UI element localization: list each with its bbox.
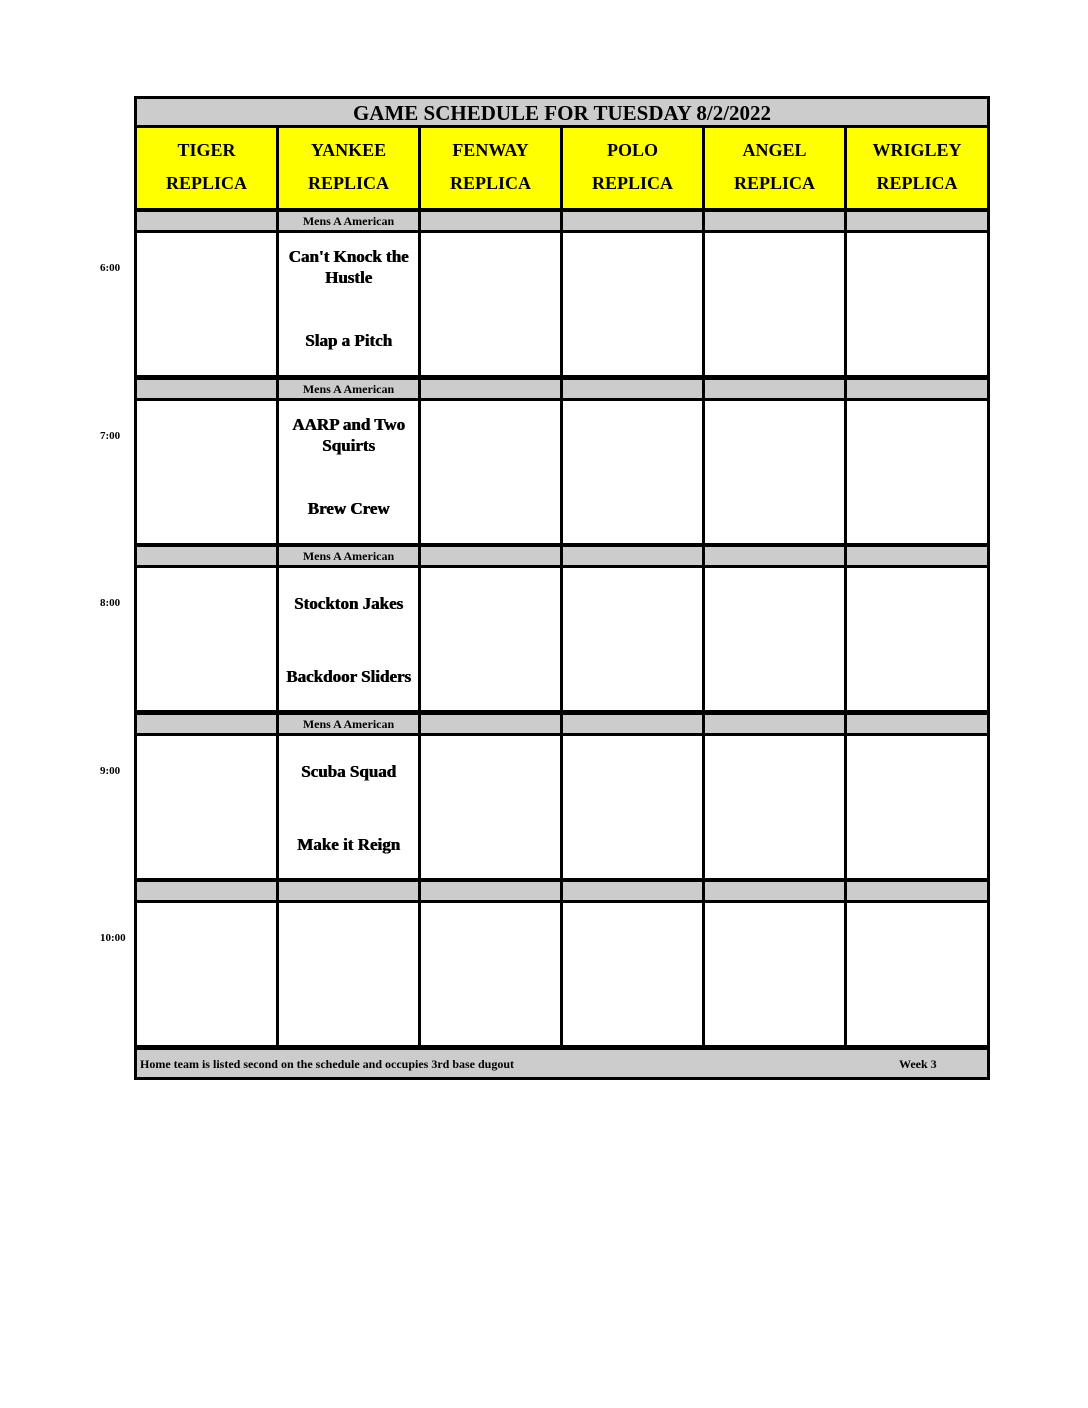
field-header-yankee [276, 125, 421, 211]
game-cell [702, 565, 847, 713]
game-cell [560, 398, 705, 546]
field-type: REPLICA [591, 173, 673, 193]
division-bar: Mens A American [276, 209, 421, 233]
schedule-table [134, 96, 990, 1080]
game-cell [702, 900, 847, 1048]
field-type: REPLICA [307, 173, 389, 193]
away-team: Scuba Squad [301, 761, 396, 781]
field-header-fenway [418, 125, 563, 211]
home-team: Backdoor Sliders [286, 667, 411, 686]
footer-note: Home team is listed second on the schedule and occupies 3rd base dugout [140, 1057, 515, 1071]
time-label: 9:00 [100, 764, 121, 777]
game-cell [418, 230, 563, 378]
game-cell [418, 900, 563, 1048]
game-cell [844, 565, 990, 713]
game-cell [560, 900, 705, 1048]
time-label: 7:00 [100, 429, 121, 442]
home-team: Slap a Pitch [305, 331, 392, 350]
home-team: Make it Reign [297, 834, 400, 854]
game-cell [844, 230, 990, 378]
field-header-polo [560, 125, 705, 211]
game-cell [276, 398, 421, 546]
game-cell [702, 230, 847, 378]
game-cell [276, 230, 421, 378]
field-type: REPLICA [449, 173, 531, 193]
game-cell [276, 900, 421, 1048]
field-type: REPLICA [733, 173, 815, 193]
week-label: Week 3 [899, 1057, 937, 1071]
game-cell [702, 733, 847, 881]
away-team: Stockton Jakes [293, 594, 404, 613]
home-team: Brew Crew [307, 498, 390, 518]
game-cell [844, 900, 990, 1048]
game-cell [702, 398, 847, 546]
field-header-tiger [134, 125, 279, 211]
away-team: AARP and Two Squirts [292, 414, 405, 455]
game-cell [560, 565, 705, 713]
game-cell [418, 398, 563, 546]
division-bar: Mens A American [276, 377, 421, 401]
division-bar: Mens A American [276, 544, 421, 568]
game-cell [418, 565, 563, 713]
field-type: REPLICA [876, 173, 958, 193]
field-type: REPLICA [165, 173, 247, 193]
field-header-wrigley [844, 125, 990, 211]
time-label: 8:00 [100, 597, 121, 609]
field-name: ANGEL [742, 140, 807, 160]
field-header-angel [702, 125, 847, 211]
schedule-footer [134, 1047, 990, 1080]
game-cell [134, 733, 279, 881]
game-cell [134, 565, 279, 713]
field-name: YANKEE [310, 140, 387, 160]
time-label: 6:00 [100, 262, 121, 274]
game-cell [844, 733, 990, 881]
schedule-title: GAME SCHEDULE FOR TUESDAY 8/2/2022 [134, 96, 990, 128]
game-cell [418, 733, 563, 881]
time-label: 10:00 [100, 932, 126, 944]
game-cell [844, 398, 990, 546]
game-cell [276, 733, 421, 881]
game-cell [276, 565, 421, 713]
game-cell [134, 230, 279, 378]
game-cell [134, 900, 279, 1048]
game-cell [134, 398, 279, 546]
field-name: FENWAY [452, 140, 529, 160]
game-cell [560, 733, 705, 881]
field-name: POLO [606, 140, 658, 160]
field-name: WRIGLEY [872, 140, 962, 160]
game-cell [560, 230, 705, 378]
field-name: TIGER [177, 140, 236, 160]
division-bar: Mens A American [276, 712, 421, 736]
away-team: Can't Knock the Hustle [288, 247, 409, 287]
